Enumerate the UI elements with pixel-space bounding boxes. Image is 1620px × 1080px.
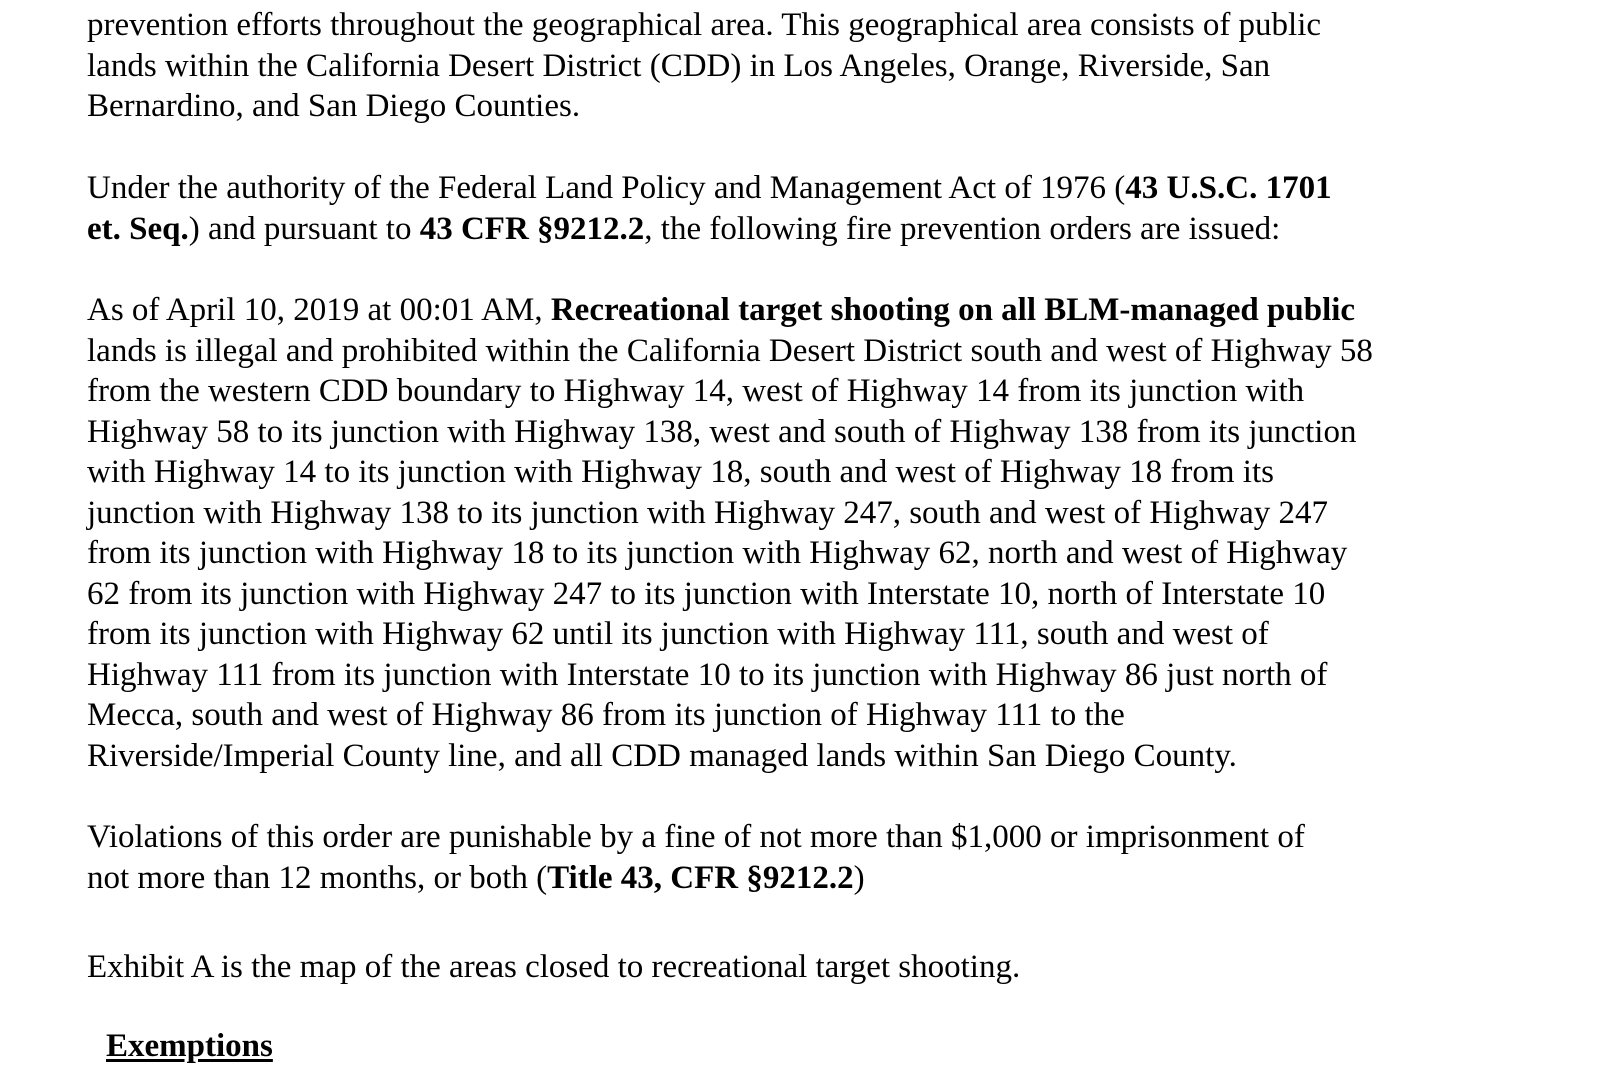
text-line <box>87 290 1373 331</box>
section-heading-exemptions: Exemptions <box>106 1028 273 1064</box>
citation-cfr: 43 CFR §9212.2 <box>419 210 645 247</box>
text-line: lands is illegal and prohibited within the California Desert District south and west of Highway 58 <box>87 332 1373 369</box>
text-line: Bernardino, and San Diego Counties. <box>87 88 581 124</box>
text-line: from the western CDD boundary to Highway 14, west of Highway 14 from its junction with <box>87 373 1305 409</box>
text-line <box>87 168 1332 209</box>
paragraph-geographical-area <box>87 5 1321 127</box>
text-line: Riverside/Imperial County line, and all CDD managed lands within San Diego County. <box>87 737 1237 774</box>
text-line: Highway 58 to its junction with Highway 138, west and south of Highway 138 from its junction <box>87 413 1357 450</box>
paragraph-exhibit-a <box>87 947 1020 988</box>
text-line: with Highway 14 to its junction with Highway 18, south and west of Highway 18 from its <box>87 454 1274 490</box>
text-line: prevention efforts throughout the geographical area. This geographical area consists of public <box>87 7 1322 43</box>
text-run: not more than 12 months, or both ( <box>87 859 548 896</box>
text-line: Highway 111 from its junction with Interstate 10 to its junction with Highway 86 just north of <box>87 656 1328 693</box>
prohibition-statement: Recreational target shooting on all BLM-managed public <box>550 292 1356 328</box>
text-line: from its junction with Highway 18 to its junction with Highway 62, north and west of Highway <box>87 535 1348 571</box>
text-line: 62 from its junction with Highway 247 to its junction with Interstate 10, north of Interstate 10 <box>87 575 1326 612</box>
paragraph-shooting-prohibition <box>87 290 1373 776</box>
text-run: , the following fire prevention orders are issued: <box>644 210 1281 247</box>
paragraph-violations <box>87 817 1305 898</box>
text-run: Under the authority of the Federal Land Policy and Management Act of 1976 ( <box>87 170 1126 206</box>
text-line: from its junction with Highway 62 until its junction with Highway 111, south and west of <box>87 616 1269 652</box>
text-line: junction with Highway 138 to its junction with Highway 247, south and west of Highway 247 <box>87 494 1329 531</box>
citation-title-43: Title 43, CFR §9212.2 <box>547 859 854 896</box>
text-run: ) and pursuant to <box>188 210 420 247</box>
effective-date: As of April 10, 2019 at 00:01 AM, <box>87 292 551 328</box>
text-line <box>87 209 1332 250</box>
citation-et-seq: et. Seq. <box>87 210 189 247</box>
text-line: Violations of this order are punishable by a fine of not more than $1,000 or imprisonment of <box>87 819 1305 855</box>
text-line: lands within the California Desert District (CDD) in Los Angeles, Orange, Riverside, San <box>87 47 1271 84</box>
citation-usc: 43 U.S.C. 1701 <box>1125 170 1332 206</box>
text-line: Mecca, south and west of Highway 86 from its junction of Highway 111 to the <box>87 697 1125 733</box>
text-line: Exhibit A is the map of the areas closed to recreational target shooting. <box>87 949 1021 985</box>
paragraph-authority <box>87 168 1332 249</box>
text-run: ) <box>853 859 865 896</box>
text-line <box>87 858 1305 899</box>
